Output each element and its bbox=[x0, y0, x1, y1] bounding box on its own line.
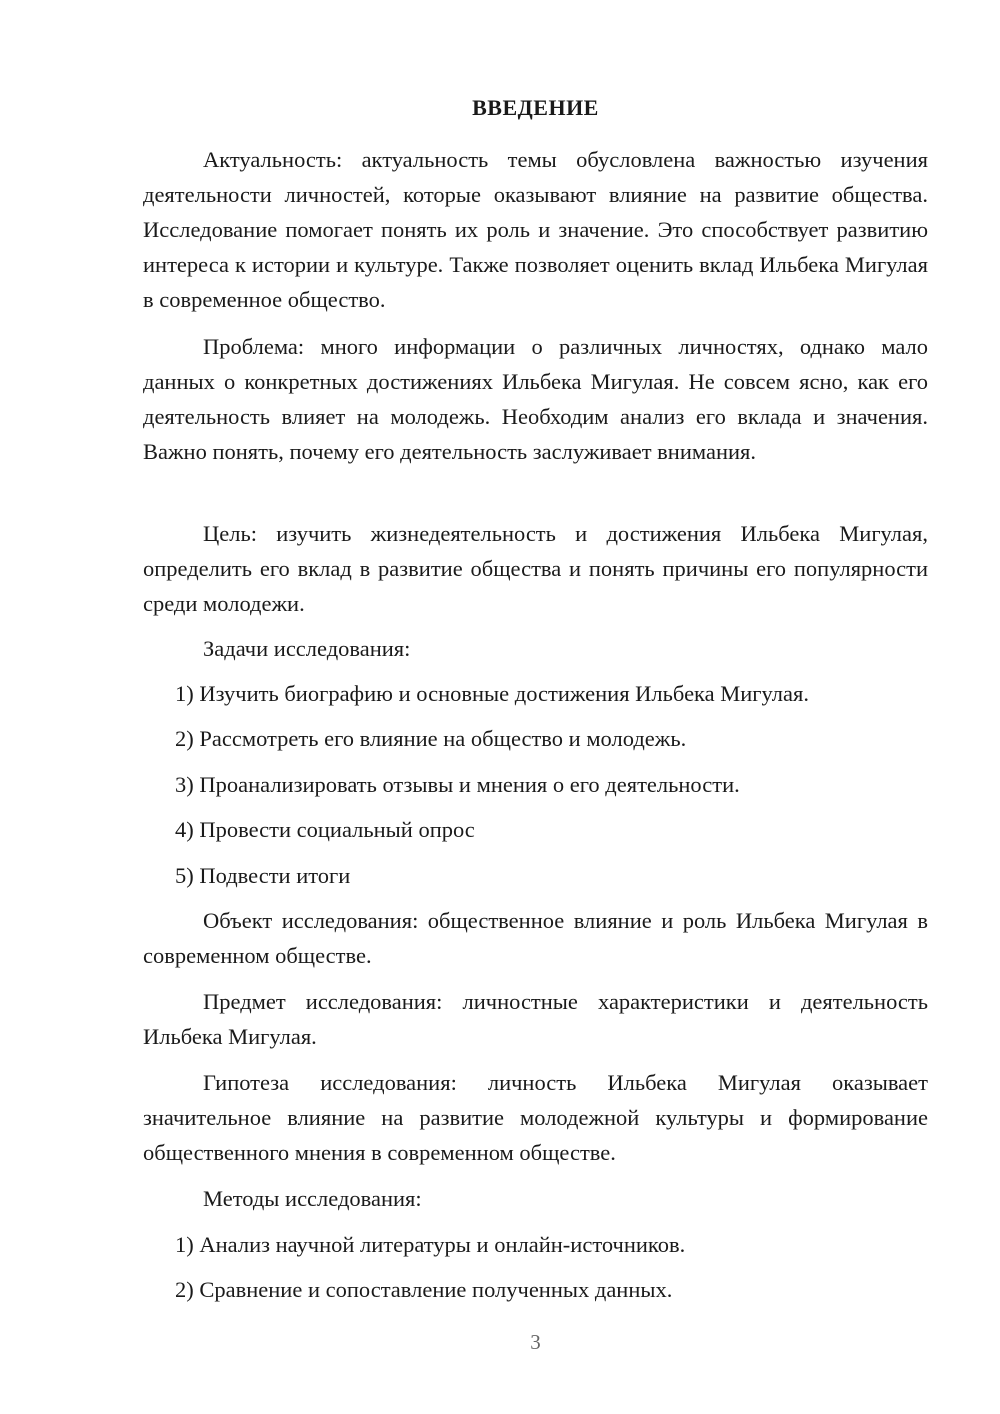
hypothesis-paragraph: Гипотеза исследования: личность Ильбека Мигулая оказывает значительное влияние на развитие молодежной культуры и формирование общественного мнения в современном обществе. bbox=[143, 1070, 928, 1165]
document-page bbox=[143, 0, 928, 1414]
task-item: 1) Изучить биографию и основные достижения Ильбека Мигулая. bbox=[175, 681, 809, 706]
method-item: 2) Сравнение и сопоставление полученных данных. bbox=[175, 1277, 673, 1302]
subject-paragraph: Предмет исследования: личностные характеристики и деятельность Ильбека Мигулая. bbox=[143, 989, 928, 1049]
tasks-heading: Задачи исследования: bbox=[203, 636, 411, 661]
relevance-paragraph: Актуальность: актуальность темы обусловлена важностью изучения деятельности личностей, которые оказывают влияние на развитие общества. Исследование помогает понять их роль и значение. Это способствует развитию интереса к истории и культуре. Также позволяет оценить вклад Ильбека Мигулая в современное общество. bbox=[143, 147, 928, 312]
goal-paragraph: Цель: изучить жизнедеятельность и достижения Ильбека Мигулая, определить его вклад в развитие общества и понять причины его популярности среди молодежи. bbox=[143, 521, 928, 616]
task-item: 5) Подвести итоги bbox=[175, 863, 351, 888]
task-item: 2) Рассмотреть его влияние на общество и молодежь. bbox=[175, 726, 687, 751]
problem-paragraph: Проблема: много информации о различных личностях, однако мало данных о конкретных достижениях Ильбека Мигулая. Не совсем ясно, как его деятельность влияет на молодежь. Необходим анализ его вклада и значения. Важно понять, почему его деятельность заслуживает внимания. bbox=[143, 334, 928, 464]
object-paragraph: Объект исследования: общественное влияние и роль Ильбека Мигулая в современном обществе. bbox=[143, 908, 928, 968]
methods-heading: Методы исследования: bbox=[203, 1186, 422, 1211]
method-item: 1) Анализ научной литературы и онлайн-источников. bbox=[175, 1232, 686, 1257]
task-item: 4) Провести социальный опрос bbox=[175, 817, 475, 842]
page-number: 3 bbox=[530, 1330, 541, 1354]
task-item: 3) Проанализировать отзывы и мнения о его деятельности. bbox=[175, 772, 740, 797]
page-title: ВВЕДЕНИЕ bbox=[472, 95, 599, 120]
